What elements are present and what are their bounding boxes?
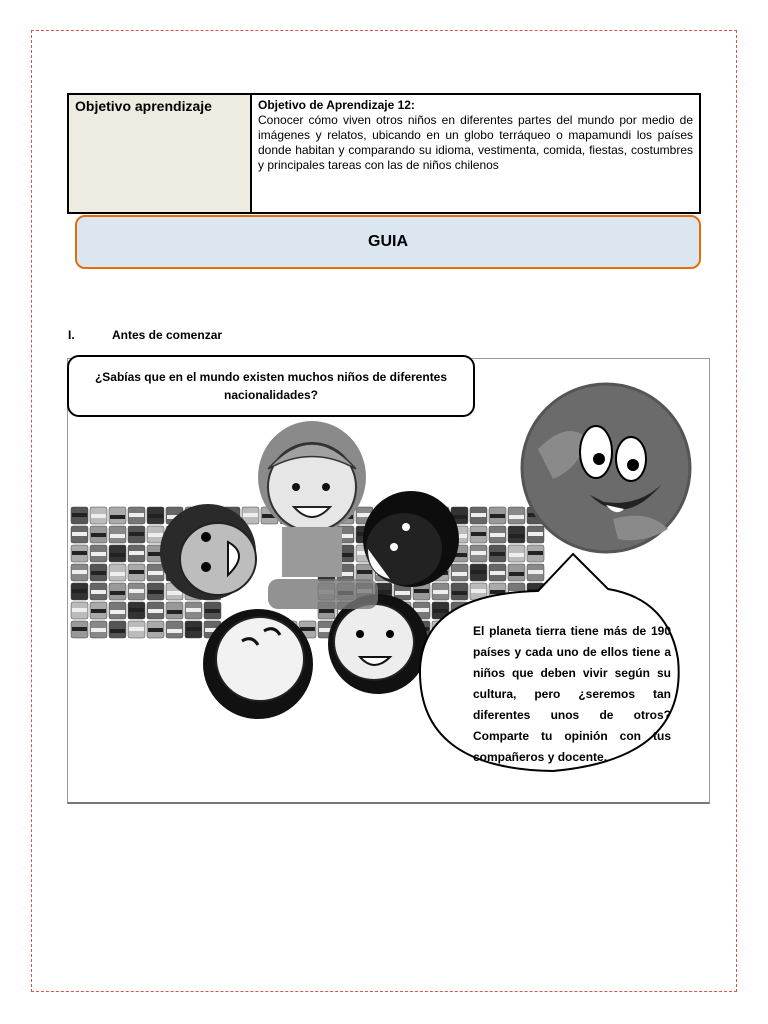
flag-stripe bbox=[72, 513, 87, 517]
flag-stripe bbox=[91, 552, 106, 556]
flag-stripe bbox=[72, 608, 87, 612]
flag-stripe bbox=[528, 570, 543, 574]
flag-stripe bbox=[110, 515, 125, 519]
flag-stripe bbox=[148, 590, 163, 594]
flag-stripe bbox=[129, 608, 144, 612]
flag-stripe bbox=[471, 589, 486, 593]
objective-table bbox=[67, 93, 701, 214]
flag-stripe bbox=[509, 515, 524, 519]
objective-title: Objetivo de Aprendizaje 12: bbox=[258, 98, 415, 112]
flag-stripe bbox=[300, 627, 315, 631]
flag-stripe bbox=[110, 572, 125, 576]
flag-stripe bbox=[129, 532, 144, 536]
flag-stripe bbox=[509, 553, 524, 557]
flag-stripe bbox=[509, 572, 524, 576]
flag-stripe bbox=[129, 570, 144, 574]
flag-stripe bbox=[148, 609, 163, 613]
bubble-text: El planeta tierra tiene más de 190 países y cada uno de ellos tiene a niños que deben vivir según su cultura, pero ¿seremos tan diferentes unos de otros? Comparte tu opinión con tus compañeros y docente. bbox=[473, 624, 671, 764]
flag-stripe bbox=[129, 513, 144, 517]
flag-stripe bbox=[452, 572, 467, 576]
flag-stripe bbox=[148, 514, 163, 518]
flag-stripe bbox=[72, 570, 87, 574]
flag-stripe bbox=[148, 628, 163, 632]
flag-stripe bbox=[72, 551, 87, 555]
objective-content bbox=[252, 95, 699, 212]
flag-stripe bbox=[528, 551, 543, 555]
flag-stripe bbox=[110, 534, 125, 538]
flag-stripe bbox=[72, 589, 87, 593]
flag-stripe bbox=[91, 514, 106, 518]
flag-stripe bbox=[243, 513, 258, 517]
flag-stripe bbox=[186, 608, 201, 612]
flag-stripe bbox=[471, 532, 486, 536]
flag-stripe bbox=[319, 609, 334, 613]
flag-stripe bbox=[414, 589, 429, 593]
objective-text: Conocer cómo viven otros niños en diferentes partes del mundo por medio de imágenes y relatos, ubicando en un globo terráqueo o mapamundi los países donde habitan y comparando su idioma, vestimenta, comida, fiestas, costumbres y principales tareas con las de niños chilenos bbox=[258, 113, 693, 172]
guia-banner: GUIA bbox=[75, 215, 701, 269]
objective-label: Objetivo aprendizaje bbox=[69, 95, 252, 212]
flag-stripe bbox=[471, 551, 486, 555]
flag-stripe bbox=[110, 610, 125, 614]
flag-stripe bbox=[129, 589, 144, 593]
flag-stripe bbox=[452, 591, 467, 595]
flag-stripe bbox=[490, 514, 505, 518]
section-heading bbox=[68, 328, 222, 342]
flag-stripe bbox=[528, 532, 543, 536]
flag-stripe bbox=[148, 571, 163, 575]
flag-stripe bbox=[433, 590, 448, 594]
flag-stripe bbox=[490, 533, 505, 537]
flag-stripe bbox=[167, 610, 182, 614]
flag-stripe bbox=[205, 609, 220, 613]
flag-stripe bbox=[129, 551, 144, 555]
flag-stripe bbox=[110, 553, 125, 557]
flag-stripe bbox=[471, 513, 486, 517]
flag-stripe bbox=[414, 608, 429, 612]
flag-stripe bbox=[91, 571, 106, 575]
children-circle-icon bbox=[160, 421, 459, 719]
flag-stripe bbox=[433, 609, 448, 613]
question-box: ¿Sabías que en el mundo existen muchos niños de diferentes nacionalidades? bbox=[67, 355, 475, 417]
flag-stripe bbox=[509, 534, 524, 538]
flag-stripe bbox=[167, 629, 182, 633]
flag-stripe bbox=[91, 628, 106, 632]
flag-stripe bbox=[490, 552, 505, 556]
flag-stripe bbox=[186, 627, 201, 631]
flag-stripe bbox=[129, 627, 144, 631]
flag-stripe bbox=[91, 533, 106, 537]
flag-stripe bbox=[72, 532, 87, 536]
section-number: I. bbox=[68, 328, 75, 342]
flag-stripe bbox=[357, 570, 372, 574]
flag-stripe bbox=[395, 591, 410, 595]
flag-stripe bbox=[110, 629, 125, 633]
flag-stripe bbox=[471, 570, 486, 574]
flag-stripe bbox=[490, 571, 505, 575]
flag-stripe bbox=[72, 627, 87, 631]
section-title: Antes de comenzar bbox=[112, 328, 223, 342]
flag-stripe bbox=[91, 590, 106, 594]
flag-stripe bbox=[376, 590, 391, 594]
smiling-earth-icon bbox=[522, 384, 690, 552]
flag-stripe bbox=[91, 609, 106, 613]
flag-stripe bbox=[167, 591, 182, 595]
flag-stripe bbox=[110, 591, 125, 595]
flag-stripe bbox=[148, 533, 163, 537]
